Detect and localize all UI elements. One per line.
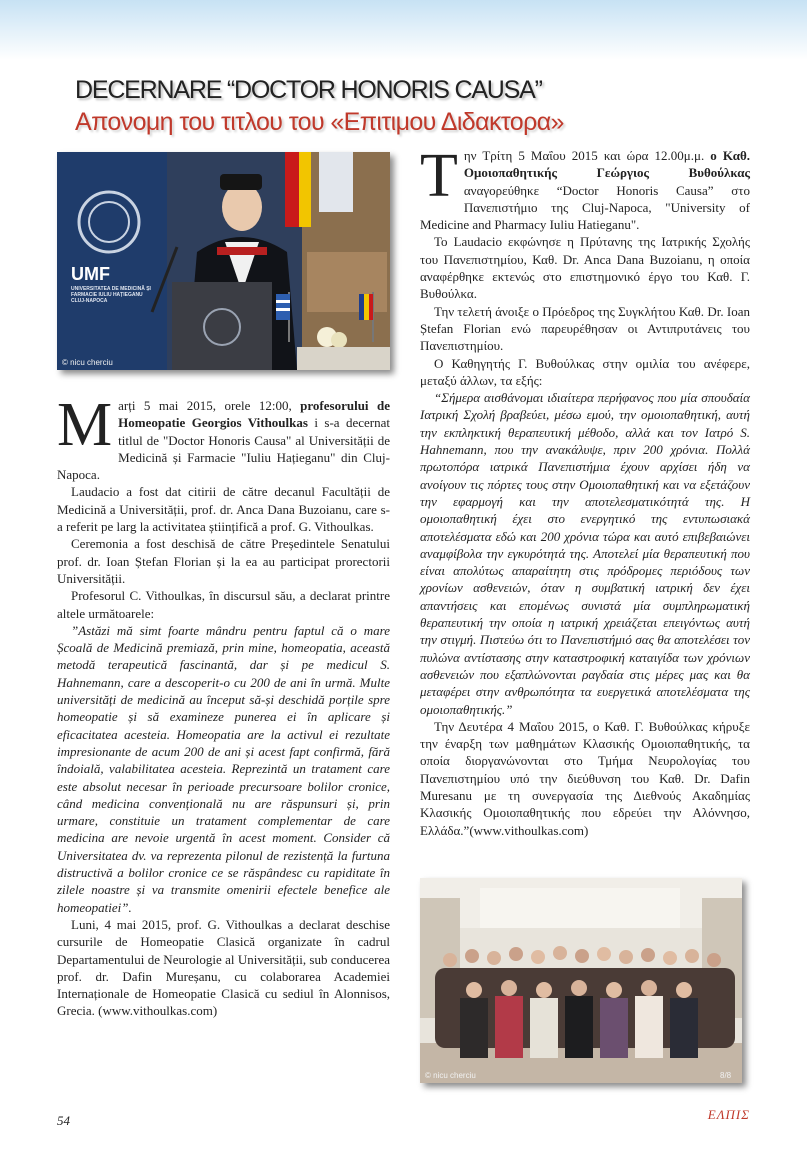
paragraph — [57, 391, 390, 483]
paragraph-text: ην Τρίτη 5 Μαΐου 2015 και ώρα 12.00μ.μ. — [463, 148, 711, 163]
paragraph: Την Δευτέρα 4 Μαΐου 2015, ο Καθ. Γ. Βυθούλκας κήρυξε την έναρξη των μαθημάτων Κλασικής Ομοιοπαθητικής, τα οποία διοργανώνονται στο Τμήμα Νευρολογίας του Πανεπιστημίου υπό την διεύθυνση του Καθ. Dr. Dafin Muresanu με τη συνεργασία της Διεθνούς Ακαδημίας Κλασικής Ομοιοπαθητικής που εδρεύει την Αλόννησο, Ελλάδα.”(www.vithoulkas.com) — [420, 718, 750, 838]
bold-name: ο Καθ. Ομοιοπαθητικής Γεώργιος Βυθούλκας — [463, 148, 751, 181]
paragraph-text: αναγορεύθηκε “Doctor Honoris Causa” στο Πανεπιστήμιο της Cluj-Napoca, "University of Medicine and Pharmacy Iuliu Hatieganu". — [420, 182, 750, 233]
umf-sign-text: UMF — [71, 264, 110, 284]
page-number: 54 — [57, 1113, 70, 1128]
umf-sign-subtext: UNIVERSITATEA DE MEDICINĂ ȘI FARMACIE IULIU HAȚIEGANU CLUJ-NAPOCA — [71, 286, 151, 304]
quote: “Σήμερα αισθάνομαι ιδιαίτερα περήφανος που μία σπουδαία Ιατρική Σχολή βραβεύει, μέσω εμού, την ομοιοπαθητική, αυτή την εκπληκτική θεραπευτική μέθοδο, αλλά και τον Ιατρό S. Hahnemann, που την ανακάλυψε, πριν 200 χρόνια. Πολλά πρωτοπόρα ιατρικά Πανεπιστήμια έχουν αρχίσει ήδη να ανοίγουν τις πόρτες τους στην Ομοιοπαθητική και να εξετάζουν την εφαρμογή και την αποτελεσματικότητά της. Η ομοιοπαθητική έχει στο ενεργητικό της εντυπωσιακά αποτελέσματα εδώ και 200 χρόνια τώρα και αυτό επιβεβαιώνει αναμφίβολα την εγκυρότητά της. Αποτελεί μία θεραπευτική που είναι απολύτως απαραίτητη στις πρόδρομες περιόδους των χρονίων ασθενειών, όταν η συμβατική ιατρική δεν έχει απαντήσεις και επομένως συνιστά μία συμπληρωματική θεραπευτική την οποία η ιατρική χρειάζεται επειγόντως αυτή την στιγμή. Πιστεύω ότι το Πανεπιστήμιό σας θα αποτελέσει τον πυλώνα αντίστασης στην καταστροφική καταιγίδα των χρόνιων ασθενειών που εξαπλώνονται ραγδαία στις μέρες μας και θα μεταφέρει στην ανθρωπότητα τα ευεργετικά αποτελέσματα της ομοιοπαθητικής.” — [420, 390, 750, 717]
article-title: DECERNARE “DOCTOR HONORIS CAUSA” — [75, 76, 542, 104]
ceremony-photo — [57, 152, 390, 370]
paragraph: Luni, 4 mai 2015, prof. G. Vithoulkas a declarat deschise cursurile de Homeopatie Clasică organizate în cadrul Departamentului de Neurologie al Universității, sub conducerea prof. dr. Dafin Mureșanu, cu colaborarea Academiei Internaționale de Homeopatie Clasică cu sediul în Alonnisos, Grecia. (www.vithoulkas.com) — [57, 916, 390, 1019]
magazine-name: ΕΛΠΙΣ — [707, 1107, 750, 1122]
ceremony-photo-illustration — [57, 152, 390, 370]
paragraph: Laudacio a fost dat citirii de către decanul Facultății de Medicină a Universității, prof. dr. Anca Dana Buzoianu, care s-a referit pe larg la activitatea științifică a prof. G. Vithoulkas. — [57, 484, 390, 535]
photo-credit: © nicu cherciu — [425, 1071, 476, 1080]
photo-frame-number: 8/8 — [720, 1071, 732, 1080]
paragraph: Ο Καθηγητής Γ. Βυθούλκας στην ομιλία του ανέφερε, μεταξύ άλλων, τα εξής: — [420, 355, 750, 388]
paragraph-text: arți 5 mai 2015, orele 12:00, — [118, 398, 301, 413]
bold-name: profesorului de Homeopatie Georgios Vithoulkas — [118, 398, 390, 431]
article-subtitle-greek: Απονομη του τιτλου του «Επιτιμου Διδακτορα» — [75, 108, 564, 136]
quote: ”Astăzi mă simt foarte mândru pentru faptul că o mare Școală de Medicină premiază, prin mine, homeopatia, această metodă terapeutică fascinantă, dar și pe medicul S. Hahnemann, care a descoperit-o cu 200 de ani în urmă. Multe universități de medicină au început să-și deschidă porțile spre homeopatie și să examineze punerea ei în aplicare și eficacitatea acesteia. Homeopatia are la activul ei rezultate impresionante de acum 200 de ani și acest fapt confirmă, fără îndoială, valabilitatea acesteia. Reprezintă un tratament care este absolut necesar în perioade precursoare bolilor cronice, când medicina convențională nu are răspunsuri și, prin urmare, constituie un tratament complementar de care medicina are nevoie urgentă în acest moment. Consider că Universitatea dv. va reprezenta pilonul de rezistență la furtuna distructivă a bolilor cronice ce se răspândesc cu rapiditate în zilele noastre și va transmite omenirii efectele benefice ale homeopatiei”. — [57, 622, 390, 915]
group-photo-illustration — [420, 878, 742, 1083]
paragraph-text: i s-a decernat titlul de "Doctor Honoris Causa" al Universității de Medicină și Farmacie "Iuliu Hațieganu" din Cluj-Napoca. — [57, 415, 390, 483]
top-gradient-band — [0, 0, 807, 60]
romanian-article-column — [57, 391, 390, 1020]
paragraph: Ceremonia a fost deschisă de către Președintele Senatului prof. dr. Ioan Ștefan Florian și la ea au participat prorectorii Universității. — [57, 536, 390, 586]
paragraph: Το Laudacio εκφώνησε η Πρύτανης της Ιατρικής Σχολής του Πανεπιστημίου, Καθ. Dr. Anca Dana Buzoianu, η οποία αναφέρθηκε εκτενώς στο επιστημονικό έργο του Καθ. Γ. Βυθούλκα. — [420, 234, 750, 302]
drop-cap: M — [57, 391, 113, 459]
paragraph: Την τελετή άνοιξε ο Πρόεδρος της Συγκλήτου Καθ. Dr. Ioan Ștefan Florian ενώ παρευρέθησαν οι Αντιπρυτάνεις του Πανεπιστημίου. — [420, 303, 750, 354]
greek-article-column — [420, 142, 751, 839]
paragraph: Profesorul C. Vithoulkas, în discursul său, a declarat printre altele următoarele: — [57, 588, 390, 621]
photo-credit: © nicu cherciu — [62, 358, 113, 367]
drop-cap: Τ — [420, 142, 458, 210]
paragraph — [420, 142, 751, 233]
group-photo — [420, 878, 742, 1083]
